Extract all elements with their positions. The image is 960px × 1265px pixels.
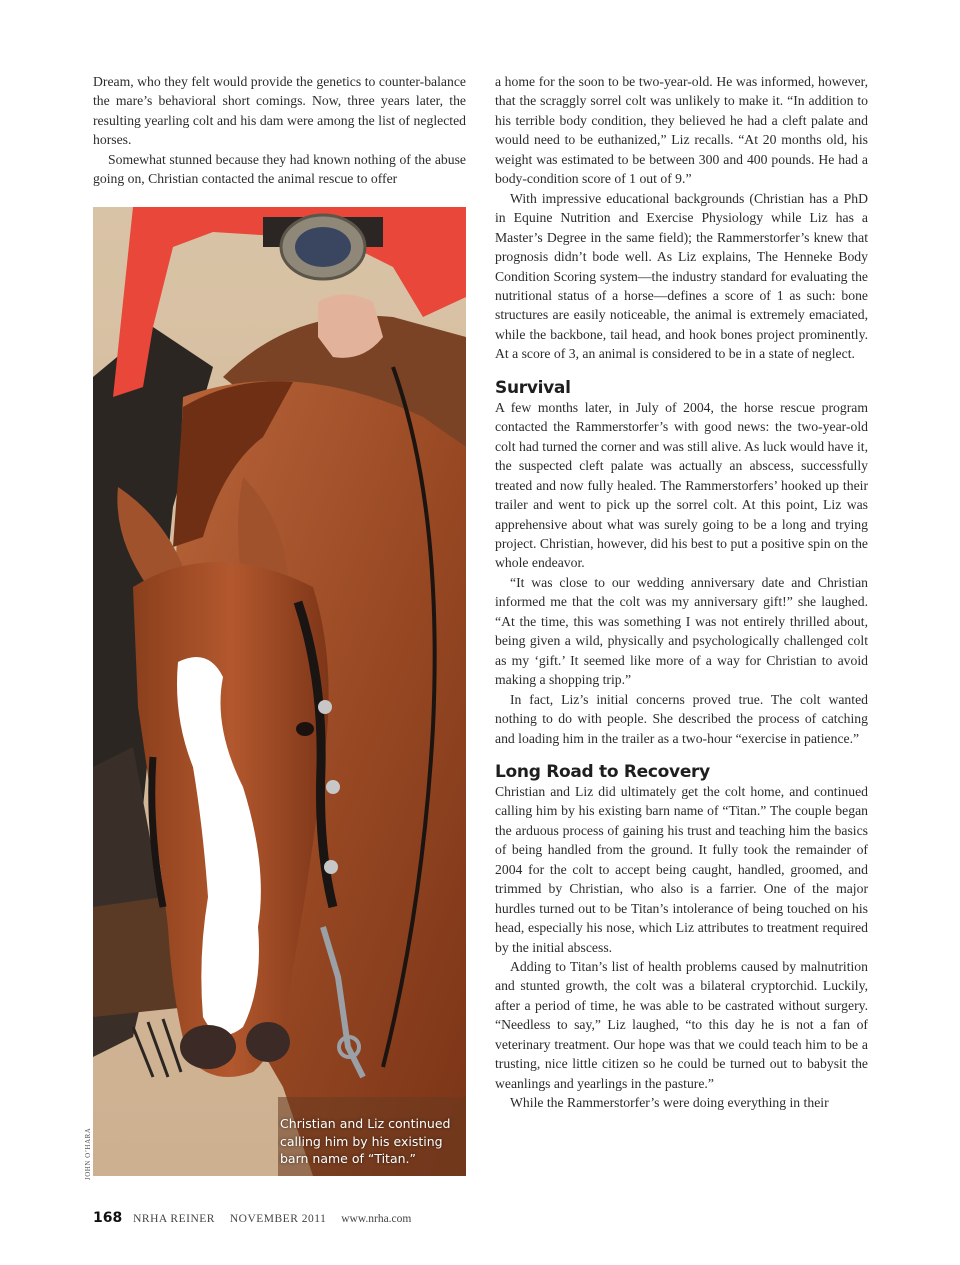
body-paragraph: “It was close to our wedding anniversary date and Christian informed me that the colt was my anniversary gift!” she laughed. “At the time, this was something I was not entirely thrilled about, being given a wild, physically and psychologically challenged colt as my ‘gift.’ It seemed like more of a way for Christian to avoid making a shopping trip.” (495, 574, 868, 688)
body-paragraph: While the Rammerstorfer’s were doing everything in their (510, 1095, 829, 1111)
body-paragraph: Christian and Liz did ultimately get the colt home, and continued calling him by his existing barn name of “Titan.” The couple began the arduous process of gaining his trust and teaching him the basics of being handled from the ground. It fully took the remainder of 2004 for the colt to accept being caught, handled, groomed, and trimmed by Christian, who also is a farrier. One of the major hurdles turned out to be Titan’s intolerance of being touched on his head, especially his nose, which Liz attributes to treatment required by the initial abscess. (495, 783, 868, 955)
left-column (93, 72, 466, 189)
body-paragraph: Dream, who they felt would provide the genetics to counter-balance the mare’s behavioral short comings. Now, three years later, the resulting yearling colt and his dam were among the list of neglected horses. (93, 74, 466, 148)
section-heading: Survival (495, 377, 571, 398)
photo-credit: JOHN O’HARA (84, 1127, 92, 1180)
issue-date: NOVEMBER 2011 (229, 1213, 327, 1225)
section-heading: Long Road to Recovery (495, 761, 710, 782)
body-paragraph: With impressive educational backgrounds (Christian has a PhD in Equine Nutrition and Exercise Physiology while Liz has a Master’s Degree in the same field); the Rammerstorfer’s knew that prognosis didn’t bode well. As Liz explains, The Henneke Body Condition Scoring system—the industry standard for evaluating the nutritional status of a horse—defines a score of 1 as such: bone structures are easily noticeable, the animal is extremely emaciated, while the backbone, tail head, and hook bones project prominently. At a score of 3, an animal is considered to be in a state of neglect. (495, 190, 868, 362)
right-column (495, 72, 868, 1113)
page-footer (93, 1210, 411, 1226)
body-paragraph: a home for the soon to be two-year-old. He was informed, however, that the scraggly sorrel colt was unlikely to make it. “In addition to his terrible body condition, they believed he had a cleft palate and would need to be euthanized,” Liz recalls. “At 20 months old, his weight was estimated to be between 300 and 400 pounds. He had a body-condition score of 1 out of 9.” (495, 74, 868, 187)
horse-photo (93, 207, 466, 1176)
magazine-name: NRHA REINER (133, 1213, 215, 1225)
body-paragraph: In fact, Liz’s initial concerns proved true. The colt wanted nothing to do with people. She described the process of catching and loading him in the trailer as a two-hour “exercise in patience.” (495, 691, 868, 746)
page-number: 168 (93, 1210, 123, 1226)
body-paragraph: Adding to Titan’s list of health problems caused by malnutrition and stunted growth, the colt was a bilateral cryptorchid. Luckily, after a period of time, he was able to be castrated without surgery. “Needless to say,” Liz laughed, “to this day he is not a fan of veterinary treatment. Our hope was that we could teach him to be a trusting, nice little citizen so he could be turned out to babysit the weanlings and yearlings in the pasture.” (495, 959, 868, 1091)
body-paragraph: A few months later, in July of 2004, the horse rescue program contacted the Rammerstorfer’s with good news: the two-year-old colt had turned the corner and was still alive. As luck would have it, the suspected cleft palate was actually an abscess, successfully treated and now fully healed. The Rammerstorfers’ hooked up their trailer and went to pick up the sorrel colt. At this point, Liz was apprehensive about what was surely going to be a long and trying project. Christian, however, did his best to put a positive spin on the whole endeavor. (495, 399, 868, 571)
website-link[interactable]: www.nrha.com (341, 1213, 412, 1225)
photo-caption: Christian and Liz continued calling him by his existing barn name of “Titan.” (280, 1116, 451, 1166)
body-paragraph: Somewhat stunned because they had known nothing of the abuse going on, Christian contacted the animal rescue to offer (93, 151, 466, 187)
